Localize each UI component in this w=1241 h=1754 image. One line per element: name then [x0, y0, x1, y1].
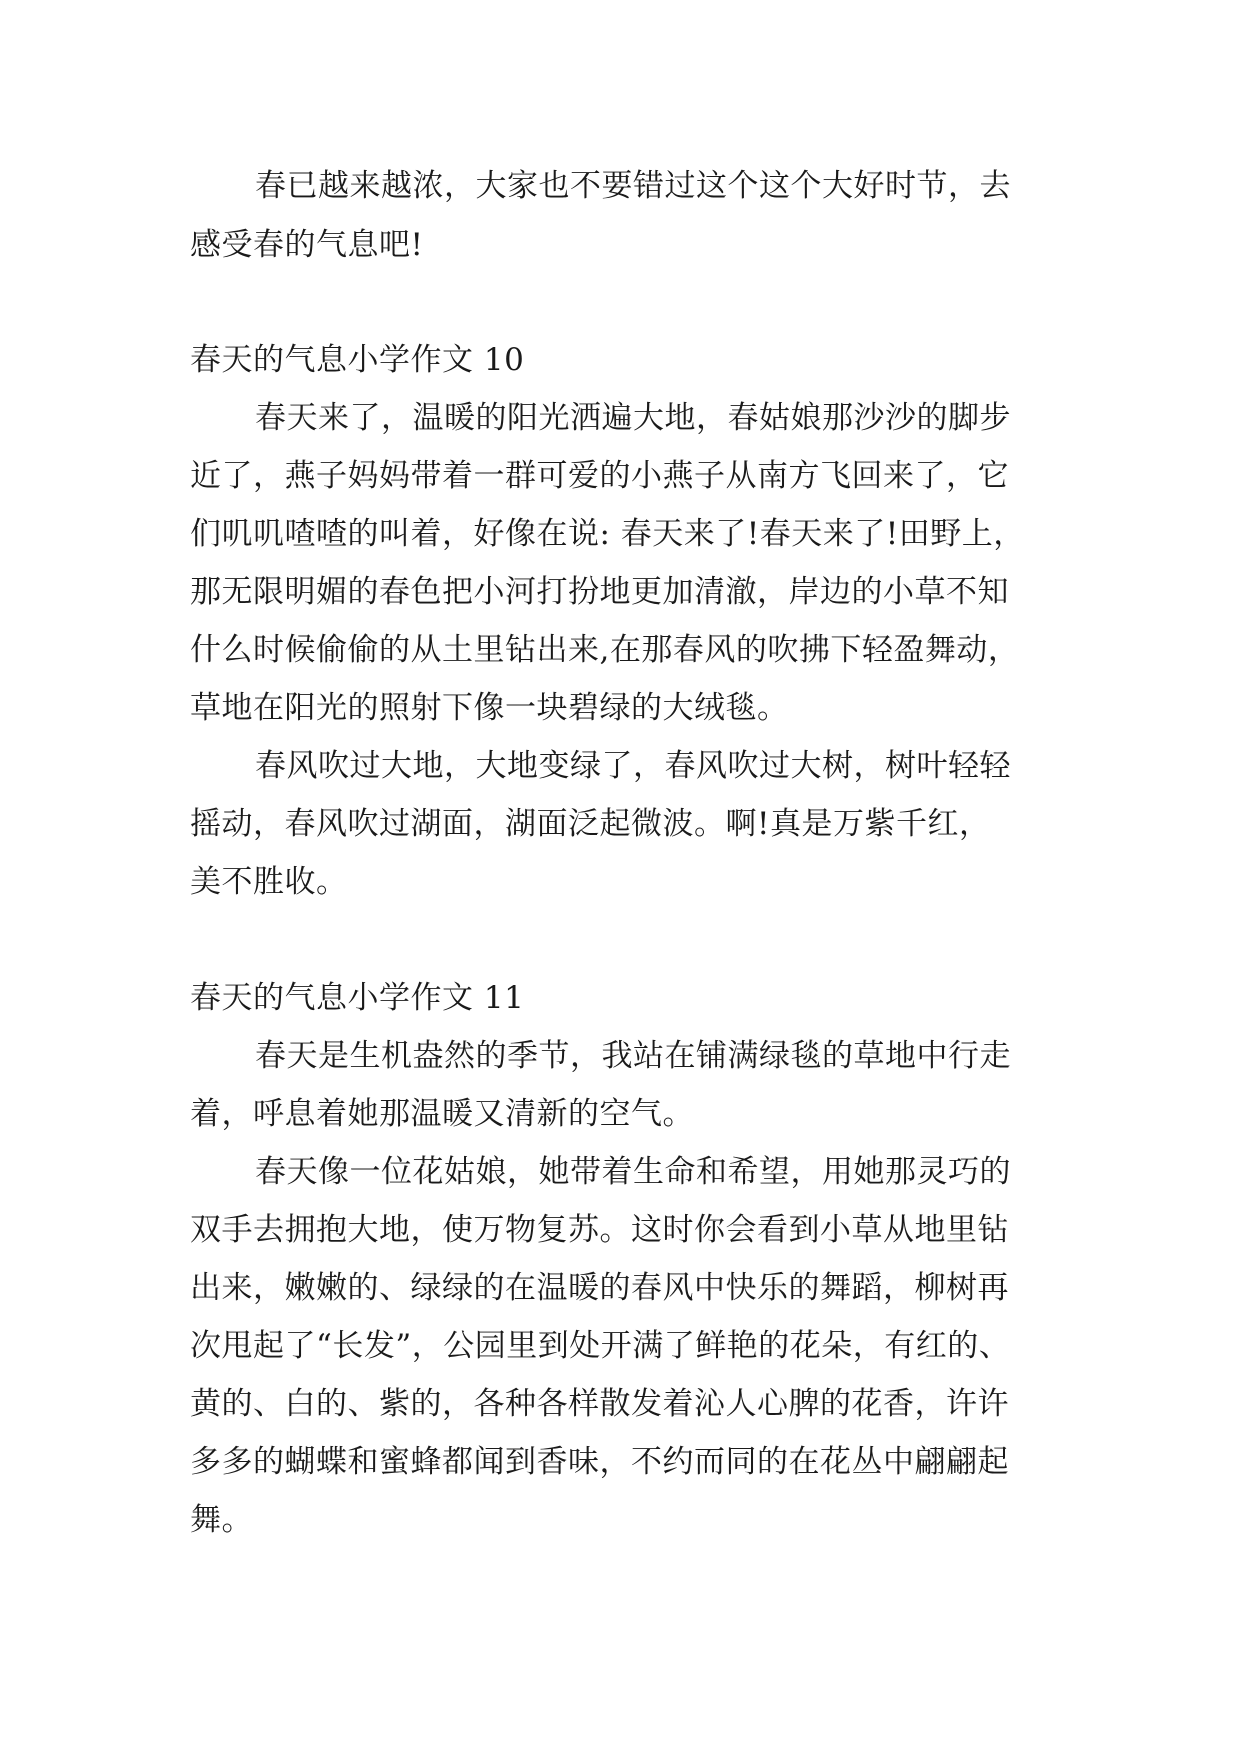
paragraph-line: 美不胜收。: [190, 864, 348, 900]
paragraph-line: 们叽叽喳喳的叫着，好像在说: 春天来了!春天来了!田野上，: [190, 516, 1025, 552]
paragraph-line: 春已越来越浓，大家也不要错过这个这个大好时节，去: [255, 168, 1011, 204]
paragraph-line: 那无限明媚的春色把小河打扮地更加清澈，岸边的小草不知: [190, 574, 1009, 610]
paragraph-line: 春天是生机盎然的季节，我站在铺满绿毯的草地中行走: [255, 1038, 1011, 1074]
paragraph-line: 什么时候偷偷的从土里钻出来,在那春风的吹拂下轻盈舞动，: [190, 632, 1020, 668]
paragraph-line: 春天来了，温暖的阳光洒遍大地，春姑娘那沙沙的脚步: [255, 400, 1011, 436]
paragraph-line: 次甩起了“长发”，公园里到处开满了鲜艳的花朵，有红的、: [190, 1328, 1011, 1364]
paragraph-line: 着，呼息着她那温暖又清新的空气。: [190, 1096, 694, 1132]
section-heading: 春天的气息小学作文 10: [190, 342, 525, 378]
paragraph-line: 感受春的气息吧!: [190, 227, 424, 263]
paragraph-line: 双手去拥抱大地，使万物复苏。这时你会看到小草从地里钻: [190, 1212, 1009, 1248]
paragraph-line: 多多的蝴蝶和蜜蜂都闻到香味，不约而同的在花丛中翩翩起: [190, 1444, 1009, 1480]
paragraph-line: 舞。: [190, 1502, 253, 1538]
paragraph-line: 近了，燕子妈妈带着一群可爱的小燕子从南方飞回来了，它: [190, 458, 1009, 494]
section-heading: 春天的气息小学作文 11: [190, 980, 525, 1016]
paragraph-line: 春风吹过大地，大地变绿了，春风吹过大树，树叶轻轻: [255, 748, 1011, 784]
paragraph-line: 草地在阳光的照射下像一块碧绿的大绒毯。: [190, 690, 789, 726]
paragraph-line: 春天像一位花姑娘，她带着生命和希望，用她那灵巧的: [255, 1154, 1011, 1190]
paragraph-line: 黄的、白的、紫的，各种各样散发着沁人心脾的花香，许许: [190, 1386, 1009, 1422]
paragraph-line: 出来，嫩嫩的、绿绿的在温暖的春风中快乐的舞蹈，柳树再: [190, 1270, 1009, 1306]
paragraph-line: 摇动，春风吹过湖面，湖面泛起微波。啊!真是万紫千红，: [190, 806, 991, 842]
